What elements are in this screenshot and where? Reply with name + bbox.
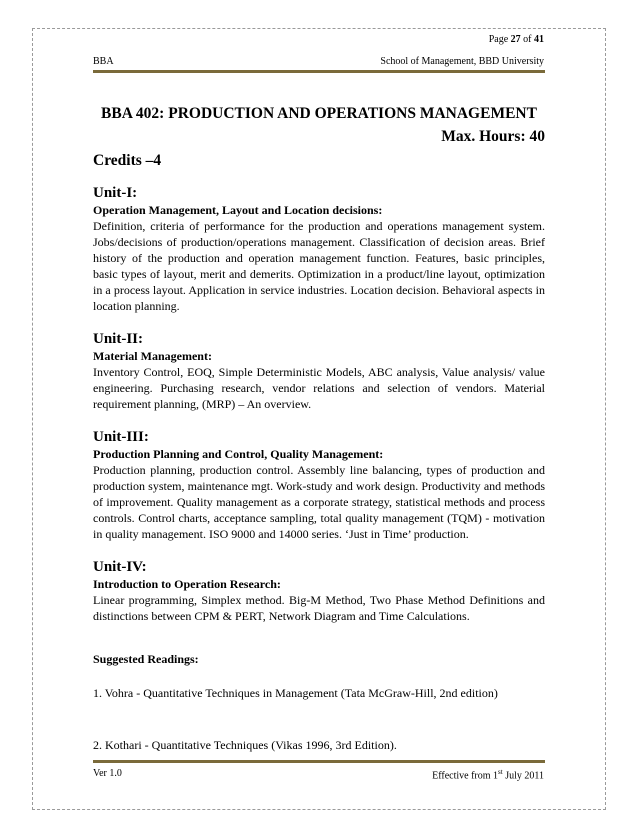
unit-heading: Unit-IV: — [93, 559, 147, 575]
unit-4 — [93, 558, 545, 624]
course-title: BBA 402: PRODUCTION AND OPERATIONS MANAGEMENT — [101, 105, 537, 122]
unit-subheading: Production Planning and Control, Quality Management: — [93, 447, 384, 461]
page-number: Page 27 of 41 — [488, 34, 544, 45]
unit-2 — [93, 330, 545, 412]
unit-body: Linear programming, Simplex method. Big-M Method, Two Phase Method Definitions and distinctions between CPM & PERT, Network Diagram and Time Calculations. — [93, 593, 545, 623]
reading-item: 1. Vohra - Quantitative Techniques in Management (Tata McGraw-Hill, 2nd edition) — [93, 686, 498, 700]
footer-version: Ver 1.0 — [93, 768, 122, 779]
unit-3 — [93, 428, 545, 542]
unit-1 — [93, 184, 545, 314]
document-body — [93, 105, 545, 753]
unit-subheading: Material Management: — [93, 349, 212, 363]
unit-subheading: Operation Management, Layout and Location decisions: — [93, 203, 383, 217]
unit-heading: Unit-III: — [93, 429, 149, 445]
header-rule — [93, 70, 545, 73]
footer-rule — [93, 760, 545, 763]
max-hours: Max. Hours: 40 — [441, 128, 545, 145]
footer-effective-date: Effective from 1st July 2011 — [432, 768, 544, 782]
unit-heading: Unit-I: — [93, 185, 138, 201]
header-school: School of Management, BBD University — [380, 56, 544, 67]
header-program: BBA — [93, 56, 114, 67]
unit-heading: Unit-II: — [93, 331, 144, 347]
reading-item: 2. Kothari - Quantitative Techniques (Vikas 1996, 3rd Edition). — [93, 738, 397, 752]
unit-body: Definition, criteria of performance for the production and operations management system. Jobs/decisions of production/operations management. Classification of decision areas. Brief history of the production and operation management function. Features, basic principles, basic types of layout, merit and demerits. Optimization in a product/line layout, optimization in a process layout. Application in service industries. Location decision. Behavioral aspects in location planning. — [93, 219, 545, 313]
unit-subheading: Introduction to Operation Research: — [93, 577, 281, 591]
unit-body: Inventory Control, EOQ, Simple Deterministic Models, ABC analysis, Value analysis/ value engineering. Purchasing research, vendor relations and selection of vendors. Material requirement planning, (MRP) – An overview. — [93, 365, 545, 411]
suggested-readings-heading: Suggested Readings: — [93, 652, 199, 666]
credits: Credits –4 — [93, 152, 162, 169]
unit-body: Production planning, production control. Assembly line balancing, types of production and production system, maintenance mgt. Work-study and work design. Productivity and methods of improvement. Quality management as a corporate strategy, statistical methods and process controls. Control charts, acceptance sampling, total quality management (TQM) - motivation in quality management. ISO 9000 and 14000 series. ‘Just in Time’ production. — [93, 463, 545, 541]
